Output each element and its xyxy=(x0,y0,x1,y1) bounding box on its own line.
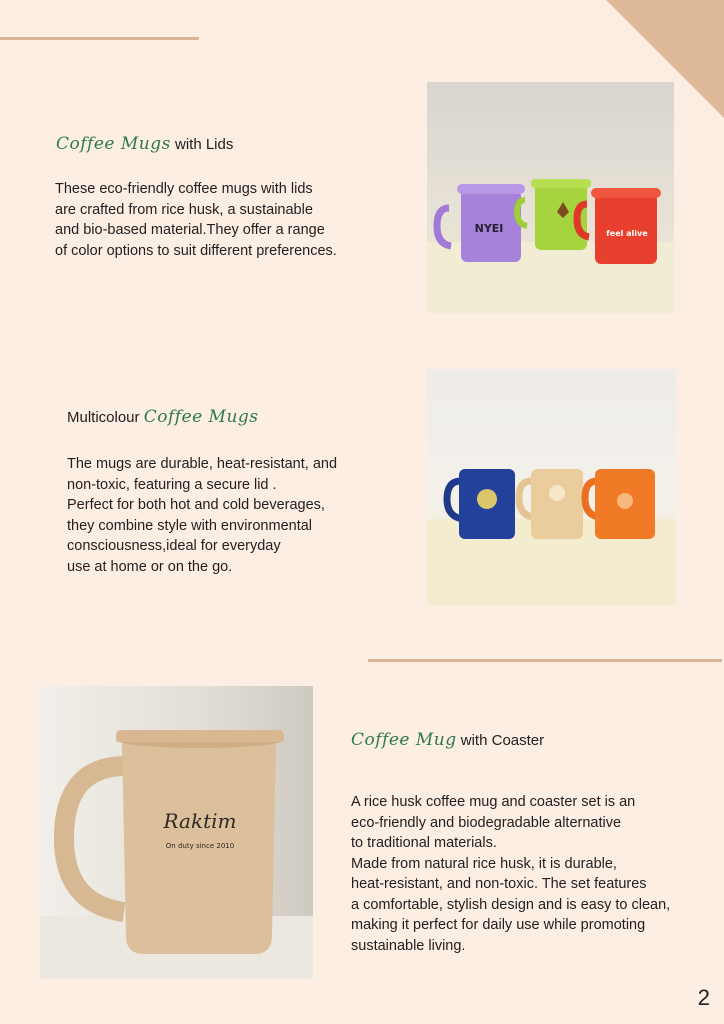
nyei-logo-text: NYEI xyxy=(474,222,504,235)
section-3-script-title: Coffee Mug xyxy=(351,730,457,750)
page-number: 2 xyxy=(697,985,710,1010)
multicolour-mugs-photo xyxy=(427,369,676,605)
raktim-tagline-text: On duty since 2010 xyxy=(165,842,235,850)
section-2-heading xyxy=(67,407,259,427)
raktim-brand-text: Raktim xyxy=(163,809,237,833)
lidded-mugs-photo xyxy=(427,82,674,313)
section-1-heading xyxy=(56,134,233,154)
section-3-title-rest: with Coaster xyxy=(460,732,545,749)
section-1-body: These eco-friendly coffee mugs with lids are crafted from rice husk, a sustainable and bio-based material.They offer a range of color options to suit different preferences. xyxy=(55,181,337,259)
section-2-body: The mugs are durable, heat-resistant, and non-toxic, featuring a secure lid . Perfect for both hot and cold beverages, they combine style with environmental consciousness,ideal for everyday use at home or on the go. xyxy=(67,456,338,575)
section-1-title-rest: with Lids xyxy=(175,136,234,153)
middle-divider xyxy=(368,659,722,662)
section-2-script-title: Coffee Mugs xyxy=(143,407,259,427)
section-3-body: A rice husk coffee mug and coaster set is an eco-friendly and biodegradable alternative to traditional materials. Made from natural rice husk, it is durable, heat-resistant, and non-toxic. The set features a comfortable, stylish design and is easy to clean, making it perfect for daily use while promoting sustainable living. xyxy=(351,794,671,954)
mug-with-coaster-photo xyxy=(40,686,313,979)
feel-alive-logo-text: feel alive xyxy=(606,229,648,238)
top-divider xyxy=(0,37,199,40)
section-3-heading xyxy=(351,730,544,750)
section-2-title-lead: Multicolour xyxy=(67,409,140,426)
section-1-script-title: Coffee Mugs xyxy=(56,134,171,154)
